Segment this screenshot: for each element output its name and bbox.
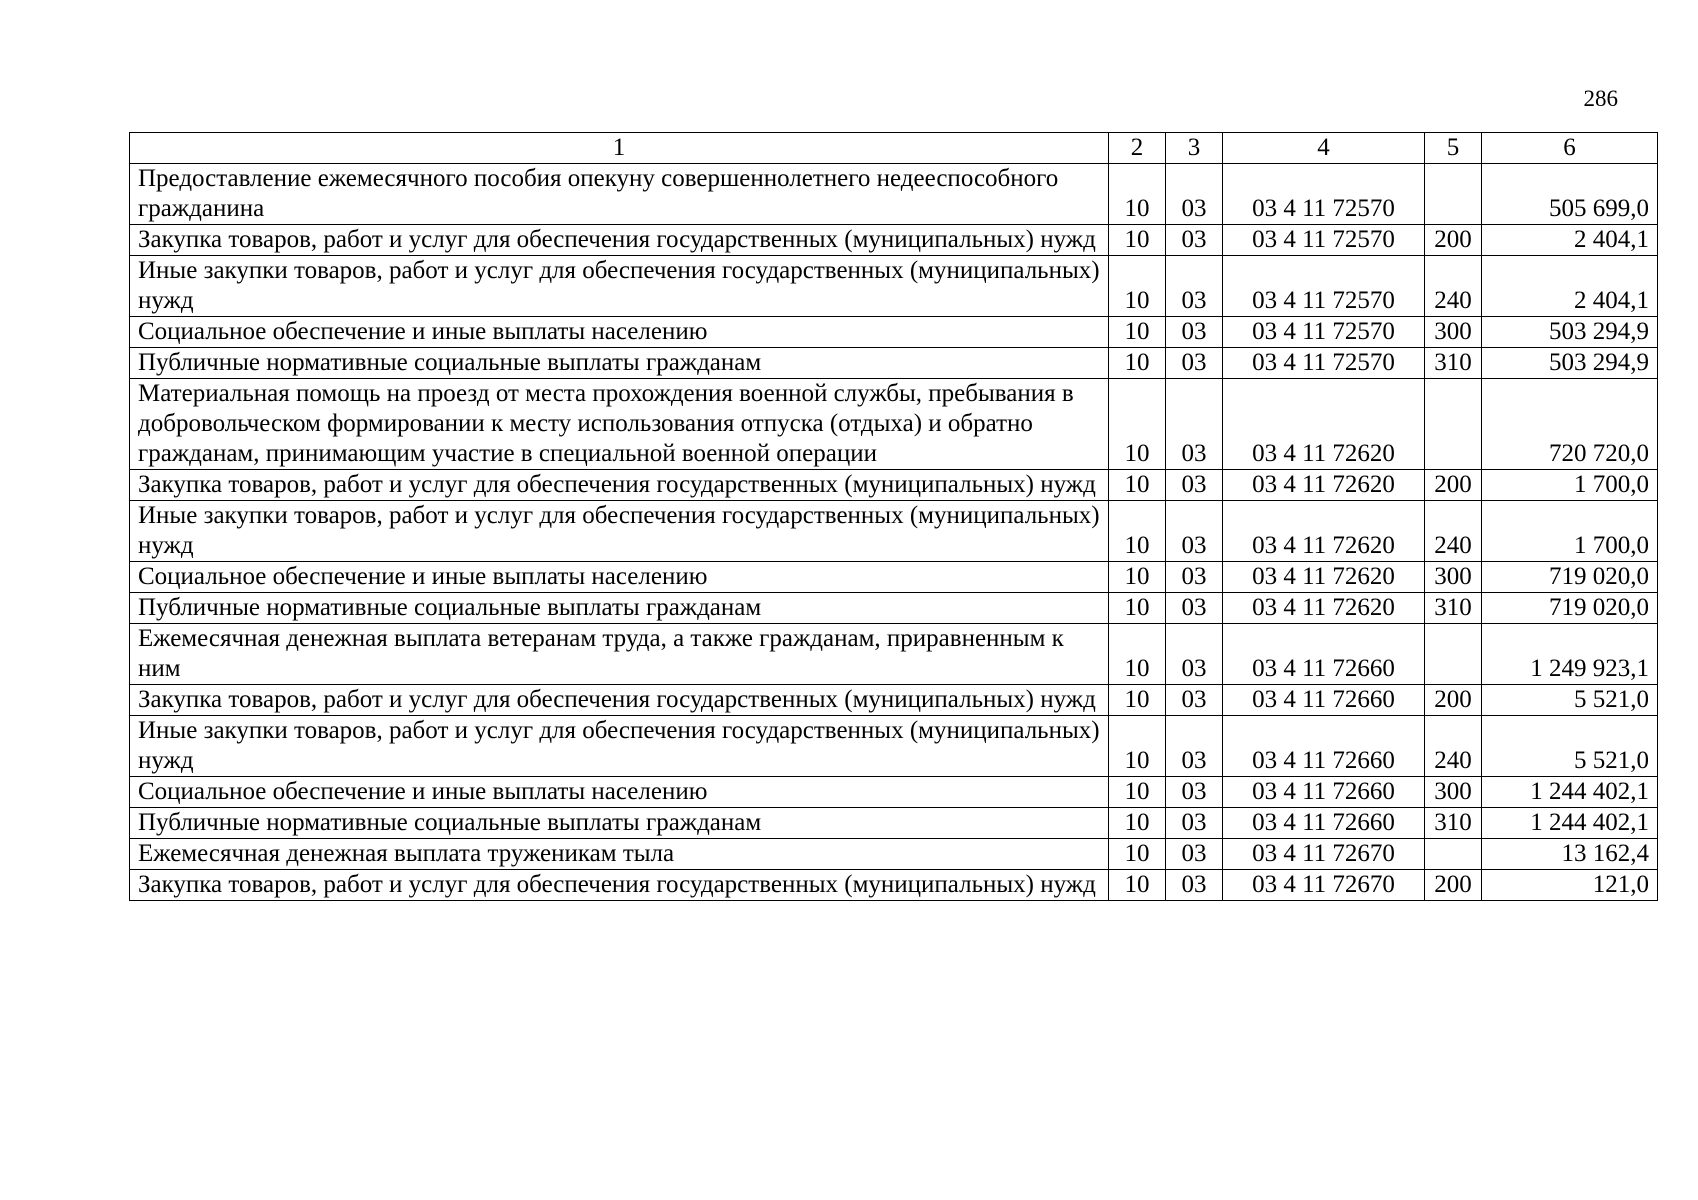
- subsection-code-cell: 03: [1166, 685, 1223, 716]
- expense-type-cell: 240: [1425, 501, 1482, 562]
- table-row: [130, 870, 1658, 901]
- expense-type-cell: [1425, 379, 1482, 470]
- section-code-cell: 10: [1109, 348, 1166, 379]
- target-article-cell: 03 4 11 72620: [1223, 593, 1425, 624]
- amount-cell: 1 244 402,1: [1482, 777, 1658, 808]
- item-name-cell: Закупка товаров, работ и услуг для обеспечения государственных (муниципальных) нужд: [130, 870, 1109, 901]
- subsection-code-cell: 03: [1166, 593, 1223, 624]
- section-code-cell: 10: [1109, 685, 1166, 716]
- item-name-cell: Иные закупки товаров, работ и услуг для обеспечения государственных (муниципальных) нужд: [130, 716, 1109, 777]
- subsection-code-cell: 03: [1166, 164, 1223, 225]
- item-name-cell: Ежемесячная денежная выплата труженикам тыла: [130, 839, 1109, 870]
- subsection-code-cell: 03: [1166, 348, 1223, 379]
- item-name-cell: Закупка товаров, работ и услуг для обеспечения государственных (муниципальных) нужд: [130, 470, 1109, 501]
- section-code-cell: 10: [1109, 777, 1166, 808]
- table-row: [130, 501, 1658, 562]
- expense-type-cell: 310: [1425, 808, 1482, 839]
- section-code-cell: 10: [1109, 624, 1166, 685]
- subsection-code-cell: 03: [1166, 870, 1223, 901]
- subsection-code-cell: 03: [1166, 839, 1223, 870]
- target-article-cell: 03 4 11 72570: [1223, 256, 1425, 317]
- expense-type-cell: [1425, 624, 1482, 685]
- target-article-cell: 03 4 11 72670: [1223, 839, 1425, 870]
- table-row: [130, 808, 1658, 839]
- table-row: [130, 685, 1658, 716]
- expense-type-cell: 200: [1425, 870, 1482, 901]
- table-row: [130, 716, 1658, 777]
- amount-cell: 503 294,9: [1482, 317, 1658, 348]
- target-article-cell: 03 4 11 72570: [1223, 225, 1425, 256]
- section-code-cell: 10: [1109, 839, 1166, 870]
- section-code-cell: 10: [1109, 225, 1166, 256]
- section-code-cell: 10: [1109, 808, 1166, 839]
- target-article-cell: 03 4 11 72620: [1223, 562, 1425, 593]
- target-article-cell: 03 4 11 72670: [1223, 870, 1425, 901]
- expense-type-cell: 300: [1425, 317, 1482, 348]
- amount-cell: 13 162,4: [1482, 839, 1658, 870]
- subsection-code-cell: 03: [1166, 624, 1223, 685]
- amount-cell: 5 521,0: [1482, 716, 1658, 777]
- section-code-cell: 10: [1109, 317, 1166, 348]
- header-cell: 3: [1166, 133, 1223, 164]
- amount-cell: 121,0: [1482, 870, 1658, 901]
- table-header-row: [130, 133, 1658, 164]
- item-name-cell: Ежемесячная денежная выплата ветеранам труда, а также гражданам, приравненным к ним: [130, 624, 1109, 685]
- amount-cell: 719 020,0: [1482, 562, 1658, 593]
- table-row: [130, 777, 1658, 808]
- section-code-cell: 10: [1109, 470, 1166, 501]
- target-article-cell: 03 4 11 72660: [1223, 685, 1425, 716]
- section-code-cell: 10: [1109, 870, 1166, 901]
- table-row: [130, 379, 1658, 470]
- target-article-cell: 03 4 11 72620: [1223, 470, 1425, 501]
- subsection-code-cell: 03: [1166, 470, 1223, 501]
- expense-type-cell: 240: [1425, 716, 1482, 777]
- subsection-code-cell: 03: [1166, 501, 1223, 562]
- expense-type-cell: 200: [1425, 470, 1482, 501]
- subsection-code-cell: 03: [1166, 317, 1223, 348]
- table-row: [130, 470, 1658, 501]
- subsection-code-cell: 03: [1166, 562, 1223, 593]
- subsection-code-cell: 03: [1166, 379, 1223, 470]
- expense-type-cell: 300: [1425, 777, 1482, 808]
- amount-cell: 2 404,1: [1482, 256, 1658, 317]
- expense-type-cell: 200: [1425, 225, 1482, 256]
- item-name-cell: Публичные нормативные социальные выплаты гражданам: [130, 348, 1109, 379]
- target-article-cell: 03 4 11 72660: [1223, 624, 1425, 685]
- item-name-cell: Материальная помощь на проезд от места прохождения военной службы, пребывания в добровольческом формировании к месту использования отпуска (отдыха) и обратно гражданам, принимающим участие в специальной военной операции: [130, 379, 1109, 470]
- subsection-code-cell: 03: [1166, 225, 1223, 256]
- subsection-code-cell: 03: [1166, 256, 1223, 317]
- header-cell: 2: [1109, 133, 1166, 164]
- target-article-cell: 03 4 11 72660: [1223, 777, 1425, 808]
- expense-type-cell: 200: [1425, 685, 1482, 716]
- expense-type-cell: [1425, 839, 1482, 870]
- amount-cell: 720 720,0: [1482, 379, 1658, 470]
- target-article-cell: 03 4 11 72620: [1223, 379, 1425, 470]
- budget-table: [129, 132, 1658, 901]
- table-row: [130, 593, 1658, 624]
- expense-type-cell: [1425, 164, 1482, 225]
- target-article-cell: 03 4 11 72660: [1223, 716, 1425, 777]
- table-row: [130, 225, 1658, 256]
- table-row: [130, 348, 1658, 379]
- expense-type-cell: 240: [1425, 256, 1482, 317]
- table-row: [130, 562, 1658, 593]
- section-code-cell: 10: [1109, 501, 1166, 562]
- amount-cell: 1 700,0: [1482, 470, 1658, 501]
- item-name-cell: Публичные нормативные социальные выплаты гражданам: [130, 808, 1109, 839]
- table-row: [130, 164, 1658, 225]
- amount-cell: 505 699,0: [1482, 164, 1658, 225]
- amount-cell: 1 244 402,1: [1482, 808, 1658, 839]
- amount-cell: 719 020,0: [1482, 593, 1658, 624]
- target-article-cell: 03 4 11 72570: [1223, 164, 1425, 225]
- target-article-cell: 03 4 11 72570: [1223, 317, 1425, 348]
- section-code-cell: 10: [1109, 164, 1166, 225]
- subsection-code-cell: 03: [1166, 716, 1223, 777]
- header-cell: 4: [1223, 133, 1425, 164]
- subsection-code-cell: 03: [1166, 777, 1223, 808]
- target-article-cell: 03 4 11 72570: [1223, 348, 1425, 379]
- amount-cell: 5 521,0: [1482, 685, 1658, 716]
- expense-type-cell: 310: [1425, 348, 1482, 379]
- table-row: [130, 839, 1658, 870]
- amount-cell: 503 294,9: [1482, 348, 1658, 379]
- section-code-cell: 10: [1109, 562, 1166, 593]
- expense-type-cell: 300: [1425, 562, 1482, 593]
- page-number: 286: [1583, 86, 1618, 111]
- table-row: [130, 317, 1658, 348]
- header-cell: 6: [1482, 133, 1658, 164]
- table-row: [130, 624, 1658, 685]
- item-name-cell: Иные закупки товаров, работ и услуг для обеспечения государственных (муниципальных) нужд: [130, 256, 1109, 317]
- item-name-cell: Иные закупки товаров, работ и услуг для обеспечения государственных (муниципальных) нужд: [130, 501, 1109, 562]
- amount-cell: 1 249 923,1: [1482, 624, 1658, 685]
- section-code-cell: 10: [1109, 593, 1166, 624]
- expense-type-cell: 310: [1425, 593, 1482, 624]
- header-cell: 5: [1425, 133, 1482, 164]
- section-code-cell: 10: [1109, 716, 1166, 777]
- item-name-cell: Закупка товаров, работ и услуг для обеспечения государственных (муниципальных) нужд: [130, 225, 1109, 256]
- header-cell: 1: [130, 133, 1109, 164]
- section-code-cell: 10: [1109, 379, 1166, 470]
- item-name-cell: Социальное обеспечение и иные выплаты населению: [130, 562, 1109, 593]
- item-name-cell: Закупка товаров, работ и услуг для обеспечения государственных (муниципальных) нужд: [130, 685, 1109, 716]
- amount-cell: 2 404,1: [1482, 225, 1658, 256]
- target-article-cell: 03 4 11 72660: [1223, 808, 1425, 839]
- item-name-cell: Публичные нормативные социальные выплаты гражданам: [130, 593, 1109, 624]
- item-name-cell: Предоставление ежемесячного пособия опекуну совершеннолетнего недееспособного гражданина: [130, 164, 1109, 225]
- item-name-cell: Социальное обеспечение и иные выплаты населению: [130, 317, 1109, 348]
- target-article-cell: 03 4 11 72620: [1223, 501, 1425, 562]
- section-code-cell: 10: [1109, 256, 1166, 317]
- amount-cell: 1 700,0: [1482, 501, 1658, 562]
- item-name-cell: Социальное обеспечение и иные выплаты населению: [130, 777, 1109, 808]
- subsection-code-cell: 03: [1166, 808, 1223, 839]
- table-row: [130, 256, 1658, 317]
